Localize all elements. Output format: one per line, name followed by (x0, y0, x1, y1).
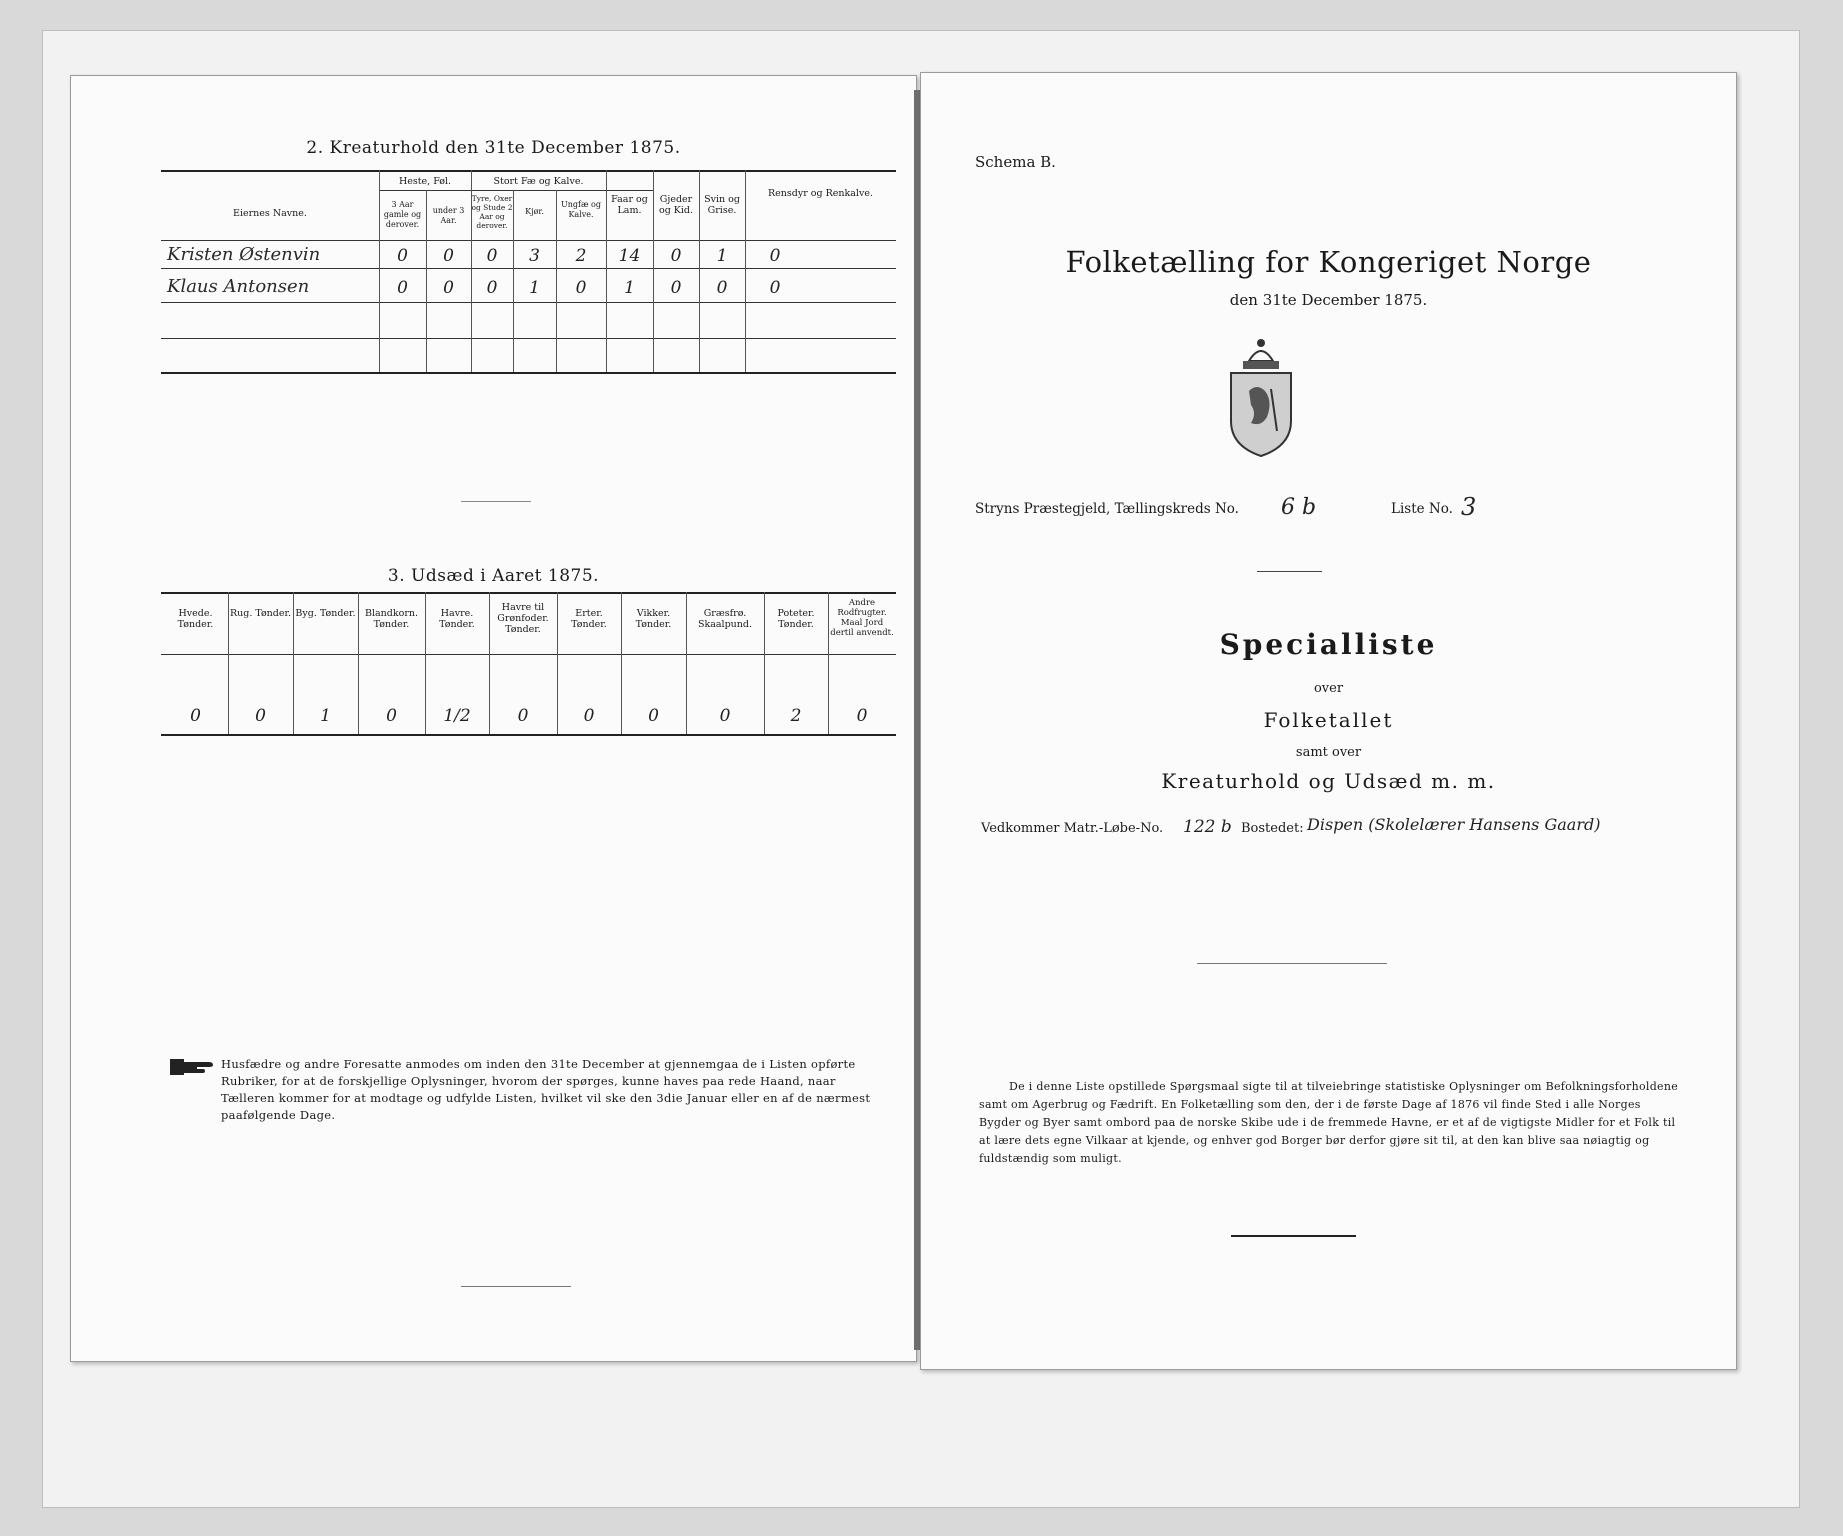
district-number: 6 b (1281, 495, 1317, 520)
owner-header: Eiernes Navne. (233, 208, 307, 219)
horses-header: Heste, Føl. (398, 176, 452, 187)
over-text: over (1313, 681, 1344, 696)
reindeer-header: Rensdyr og Renkalve. (768, 188, 873, 199)
horses-3plus-header: 3 Aar gamle og derover. (383, 200, 422, 229)
value-cell: 1 (624, 278, 635, 298)
bostedet-label: Bostedet: (1241, 821, 1304, 836)
value-cell: 0 (670, 278, 682, 298)
sowing-header: Havre. Tønder. (439, 608, 475, 630)
value-cell: 0 (769, 278, 781, 298)
sowing-header: Poteter. Tønder. (777, 608, 815, 630)
sowing-header: Blandkorn. Tønder. (364, 608, 419, 630)
folketallet-text: Folketallet (1263, 708, 1394, 732)
value-cell: 3 (529, 246, 540, 266)
cattle-bulls-header: Tyre, Oxer og Stude 2 Aar og derover. (471, 194, 513, 230)
owner-name: Kristen Østenvin (167, 244, 321, 265)
matr-label: Vedkommer Matr.-Løbe-No. (981, 821, 1164, 836)
value-cell: 0 (575, 278, 587, 298)
sheep-header: Faar og Lam. (611, 194, 648, 216)
separator-rule (461, 501, 531, 502)
closing-rule (1231, 1235, 1356, 1237)
value-cell: 0 (443, 246, 454, 266)
value-cell: 0 (670, 246, 682, 266)
cattle-sub-rule (513, 190, 653, 191)
sowing-header: Rug. Tønder. (229, 608, 292, 619)
horses-sub-rule (379, 190, 513, 191)
samt-over-text: samt over (1295, 745, 1362, 760)
sowing-header: Hvede. Tønder. (177, 608, 214, 630)
sowing-value: 0 (648, 706, 659, 726)
separator-rule (1197, 963, 1387, 964)
sowing-value: 2 (790, 706, 802, 726)
coat-of-arms-icon (1221, 331, 1301, 461)
sowing-value: 0 (719, 706, 731, 726)
pigs-header: Svin og Grise. (704, 194, 740, 216)
sowing-header: Erter. Tønder. (571, 608, 607, 630)
livestock-row-rule (161, 302, 896, 303)
value-cell: 0 (716, 278, 728, 298)
sowing-header: Havre til Grønfoder. Tønder. (497, 602, 549, 635)
sowing-top-rule (161, 592, 896, 594)
cattle-header: Stort Fæ og Kalve. (493, 176, 584, 187)
livestock-title: 2. Kreaturhold den 31te December 1875. (306, 138, 681, 158)
separator-rule (461, 1286, 571, 1287)
census-date: den 31te December 1875. (1229, 291, 1428, 309)
goats-header: Gjeder og Kid. (658, 194, 694, 216)
list-number: 3 (1461, 493, 1477, 521)
livestock-bottom-rule (161, 372, 896, 374)
value-cell: 1 (529, 278, 540, 298)
kreaturhold-text: Kreaturhold og Udsæd m. m. (1161, 769, 1496, 793)
sowing-header-rule (161, 654, 896, 655)
sowing-header: Græsfrø. Skaalpund. (697, 608, 753, 630)
cattle-cows-header: Kjør. (525, 207, 544, 216)
value-cell: 0 (486, 246, 498, 266)
sowing-header: Andre Rodfrugter. Maal Jord dertil anvendt. (830, 598, 894, 638)
sowing-value: 1/2 (443, 706, 471, 726)
sowing-value: 0 (255, 706, 266, 726)
value-cell: 0 (486, 278, 498, 298)
sowing-title: 3. Udsæd i Aaret 1875. (387, 566, 600, 586)
horses-under3-header: under 3 Aar. (432, 206, 465, 225)
sowing-value: 0 (386, 706, 397, 726)
owner-name: Klaus Antonsen (167, 276, 310, 297)
sowing-header: Byg. Tønder. (295, 608, 356, 619)
sowing-value: 1 (320, 706, 331, 726)
livestock-row-rule (161, 338, 896, 339)
value-cell: 2 (575, 246, 587, 266)
cattle-young-header: Ungfæ og Kalve. (561, 200, 601, 219)
schema-label: Schema B. (975, 153, 1056, 171)
livestock-row-rule (161, 268, 896, 269)
bostedet-value: Dispen (Skolelærer Hansens Gaard) (1307, 815, 1601, 834)
info-paragraph: De i denne Liste opstillede Spørgsmaal sigte til at tilveiebringe statistiske Oplysninger om Befolkningsforholdene samt om Agerbrug og Fædrift. En Folketælling som den, der i de første Dage af 1876 vil finde Sted i alle Norges Bygder og Byer samt ombord paa de norske Skibe ude i de fremmede Havne, er et af de vigtigste Midler for et Folk til at lære dets egne Vilkaar at kjende, og enhver god Borger bør derfor gjøre sit til, at den kan blive saa nøiagtig og fuldstændig som muligt. (979, 1080, 1679, 1165)
livestock-top-rule (161, 170, 896, 172)
value-cell: 0 (397, 278, 408, 298)
value-cell: 0 (443, 278, 454, 298)
sowing-value: 0 (583, 706, 595, 726)
district-prefix: Stryns Præstegjeld, Tællingskreds No. (975, 501, 1239, 517)
sowing-value: 0 (190, 706, 201, 726)
specialliste-heading: Specialliste (1219, 628, 1438, 661)
left-page (70, 75, 917, 1362)
col-divider (745, 170, 746, 372)
main-title: Folketælling for Kongeriget Norge (1065, 245, 1592, 279)
sowing-header: Vikker. Tønder. (635, 608, 672, 630)
value-cell: 1 (716, 246, 728, 266)
pointing-hand-icon (169, 1056, 215, 1078)
right-page (920, 72, 1737, 1370)
value-cell: 14 (618, 246, 641, 266)
separator-rule (1257, 571, 1322, 572)
value-cell: 0 (397, 246, 408, 266)
sowing-bottom-rule (161, 734, 896, 736)
livestock-header-rule (161, 240, 896, 241)
footnote-text: Husfædre og andre Foresatte anmodes om inden den 31te December at gjennemgaa de i Listen opførte Rubriker, for at de forskjellige Oplysninger, hvorom der spørges, kunne haves paa rede Haand, naar Tælleren kommer for at modtage og udfylde Listen, hvilket vil ske den 3die Januar eller en af de nærmest paafølgende Dage. (221, 1057, 871, 1122)
sowing-value: 0 (856, 706, 868, 726)
value-cell: 0 (769, 246, 781, 266)
list-label: Liste No. (1391, 501, 1453, 517)
sowing-value: 0 (517, 706, 529, 726)
matr-value: 122 b (1183, 817, 1232, 837)
